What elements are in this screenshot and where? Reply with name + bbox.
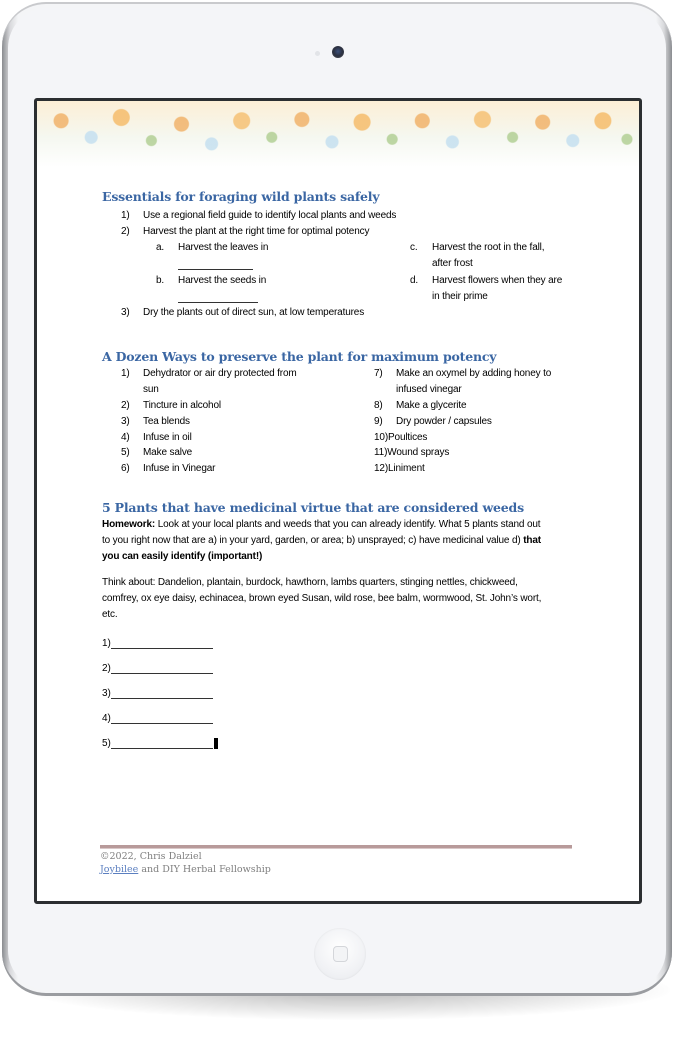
floral-header-image: [37, 101, 639, 167]
answer-line-5[interactable]: 5): [102, 738, 218, 749]
home-square-icon: [333, 946, 348, 962]
list-item: 2) Harvest the plant at the right time for optimal potency: [121, 226, 370, 237]
sub-item-c: c. Harvest the root in the fall,: [410, 242, 545, 253]
section-heading-weeds: 5 Plants that have medicinal virtue that are considered weeds: [102, 500, 524, 515]
light-sensor: [315, 51, 320, 56]
list-item: 7) Make an oxymel by adding honey to: [374, 368, 552, 379]
list-item: 3) Tea blends: [121, 416, 190, 427]
list-item-cont: infused vinegar: [396, 384, 462, 395]
list-item: 12)Liniment: [374, 463, 425, 474]
list-item: 6) Infuse in Vinegar: [121, 463, 216, 474]
list-item: 10)Poultices: [374, 432, 428, 443]
list-item: 5) Make salve: [121, 447, 193, 458]
sub-item-a: a. Harvest the leaves in: [156, 242, 269, 253]
section-heading-preserve: A Dozen Ways to preserve the plant for maximum potency: [102, 349, 497, 364]
answer-line-3[interactable]: 3): [102, 688, 213, 699]
section-heading-essentials: Essentials for foraging wild plants safely: [102, 189, 380, 204]
home-button[interactable]: [314, 928, 366, 980]
text-cursor: [214, 738, 218, 749]
list-item-cont: sun: [143, 384, 159, 395]
sub-item-d-cont: in their prime: [432, 291, 488, 302]
answer-line-4[interactable]: 4): [102, 713, 213, 724]
camera-icon: [332, 46, 344, 58]
footer-rule: [100, 845, 572, 849]
footer-copyright: ©2022, Chris Dalziel: [100, 851, 202, 862]
answer-line-2[interactable]: 2): [102, 663, 213, 674]
homework-paragraph-line3: you can easily identify (important!): [102, 551, 263, 562]
list-item: 9) Dry powder / capsules: [374, 416, 492, 427]
homework-paragraph-line1: Homework: Look at your local plants and weeds that you can already identify. What 5 plants stand out: [102, 519, 541, 530]
sub-item-c-cont: after frost: [432, 258, 473, 269]
list-item: 1) Dehydrator or air dry protected from: [121, 368, 297, 379]
answer-line-1[interactable]: 1): [102, 638, 213, 649]
joybilee-link[interactable]: Joybilee: [100, 864, 139, 875]
screen: [34, 98, 642, 904]
list-item: 2) Tincture in alcohol: [121, 400, 221, 411]
list-item: 8) Make a glycerite: [374, 400, 467, 411]
sub-item-d: d. Harvest flowers when they are: [410, 275, 563, 286]
think-about-line3: etc.: [102, 609, 118, 620]
blank-line-leaves[interactable]: [178, 258, 253, 270]
list-item: 3) Dry the plants out of direct sun, at low temperatures: [121, 307, 365, 318]
footer-credit: Joybilee and DIY Herbal Fellowship: [100, 864, 271, 875]
think-about-line2: comfrey, ox eye daisy, echinacea, brown eyed Susan, wild rose, bee balm, wormwood, St. John’s wort,: [102, 593, 542, 604]
sub-item-b: b. Harvest the seeds in: [156, 275, 267, 286]
homework-paragraph-line2: to you right now that are a) in your yard, garden, or area; b) unsprayed; c) have medicinal value d) that: [102, 535, 541, 546]
think-about-line1: Think about: Dandelion, plantain, burdock, hawthorn, lambs quarters, stinging nettles, chickweed,: [102, 577, 518, 588]
list-item: 1) Use a regional field guide to identify local plants and weeds: [121, 210, 397, 221]
list-item: 4) Infuse in oil: [121, 432, 192, 443]
blank-line-seeds[interactable]: [178, 291, 258, 303]
list-item: 11)Wound sprays: [374, 447, 450, 458]
